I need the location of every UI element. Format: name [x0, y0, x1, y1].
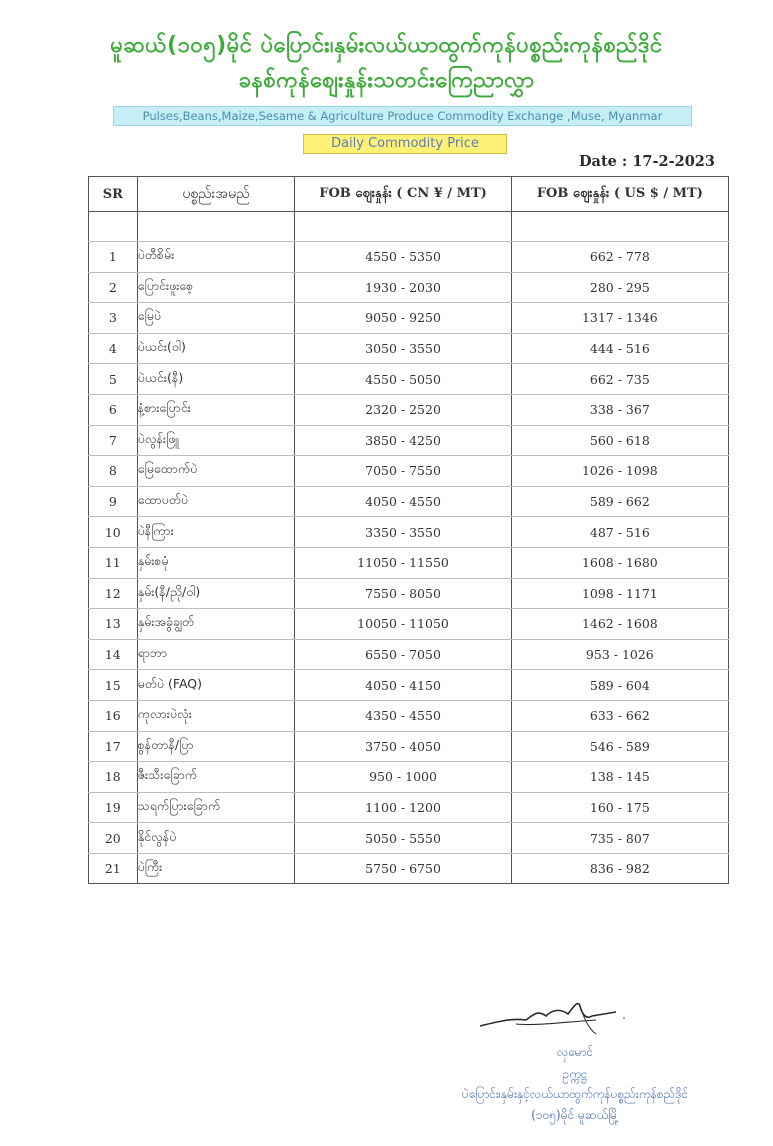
- sr-cell: 13: [89, 609, 138, 640]
- fob-usd-cell: 589 - 604: [511, 670, 728, 701]
- sr-cell: 9: [89, 486, 138, 517]
- fob-usd-cell: 546 - 589: [511, 731, 728, 762]
- fob-usd-cell: 1098 - 1171: [511, 578, 728, 609]
- table-row: [89, 670, 729, 701]
- fob-usd-cell: 138 - 145: [511, 762, 728, 793]
- item-name-cell: ကုလားပဲလုံး: [137, 700, 295, 731]
- item-name-cell: ပဲတီစိမ်း: [137, 242, 295, 273]
- fob-cny-cell: 5750 - 6750: [295, 853, 511, 884]
- sr-cell: 17: [89, 731, 138, 762]
- fob-usd-cell: 1608 - 1680: [511, 547, 728, 578]
- item-name-cell: သရက်ပြားခြောက်: [137, 792, 295, 823]
- fob-usd-cell: 487 - 516: [511, 517, 728, 548]
- fob-cny-cell: 6550 - 7050: [295, 639, 511, 670]
- table-row: [89, 333, 729, 364]
- item-name-cell: ပြောင်းဖူးစေ့: [137, 272, 295, 303]
- table-body: [89, 212, 729, 884]
- sr-cell: 16: [89, 700, 138, 731]
- blank-row: [89, 212, 729, 242]
- blank-cell: [137, 212, 295, 242]
- sr-cell: 19: [89, 792, 138, 823]
- fob-cny-cell: 3750 - 4050: [295, 731, 511, 762]
- table-row: [89, 731, 729, 762]
- item-name-cell: နှမ်း(နီ/ညို/ဝါ): [137, 578, 295, 609]
- fob-cny-cell: 1930 - 2030: [295, 272, 511, 303]
- title-line-2: ခနစ်ကုန်စျေးနှုန်းသတင်းကြေညာလွှာ: [238, 68, 535, 93]
- sr-cell: 11: [89, 547, 138, 578]
- fob-usd-cell: 560 - 618: [511, 425, 728, 456]
- table-row: [89, 303, 729, 334]
- english-title-banner: Pulses,Beans,Maize,Sesame & Agriculture Produce Commodity Exchange ,Muse, Myanmar: [113, 106, 692, 126]
- fob-usd-cell: 280 - 295: [511, 272, 728, 303]
- header-fob-usd: FOB စျေးနှုန်း ( US $ / MT): [511, 177, 728, 212]
- sr-cell: 2: [89, 272, 138, 303]
- item-name-cell: ထောပတ်ပဲ: [137, 486, 295, 517]
- table-row: [89, 609, 729, 640]
- item-name-cell: နှမ်းအခွံချွတ်: [137, 609, 295, 640]
- table-row: [89, 486, 729, 517]
- handwritten-signature: [476, 996, 626, 1036]
- item-name-cell: ပဲနီကြား: [137, 517, 295, 548]
- fob-usd-cell: 1317 - 1346: [511, 303, 728, 334]
- header-fob-cny: FOB စျေးနှုန်း ( CN ¥ / MT): [295, 177, 511, 212]
- sr-cell: 12: [89, 578, 138, 609]
- table-row: [89, 456, 729, 487]
- table-row: [89, 364, 729, 395]
- table-row: [89, 823, 729, 854]
- fob-cny-cell: 1100 - 1200: [295, 792, 511, 823]
- fob-usd-cell: 953 - 1026: [511, 639, 728, 670]
- item-name-cell: နိုင်လွန်ပဲ: [137, 823, 295, 854]
- signatory-role: ဥက္ကဋ္ဌ: [562, 1067, 588, 1081]
- sr-cell: 14: [89, 639, 138, 670]
- fob-cny-cell: 7050 - 7550: [295, 456, 511, 487]
- fob-cny-cell: 4050 - 4150: [295, 670, 511, 701]
- item-name-cell: နံ့စားပြောင်း: [137, 394, 295, 425]
- item-name-cell: ပဲယင်း(ဝါ): [137, 333, 295, 364]
- item-name-cell: မြေထောက်ပဲ: [137, 456, 295, 487]
- fob-cny-cell: 4050 - 4550: [295, 486, 511, 517]
- signatory-organization: ပဲပြောင်း၊နှမ်းနှင့်လယ်ယာထွက်ကုန်ပစ္စည်းကုန်စည်ဒိုင်: [461, 1087, 689, 1101]
- sr-cell: 10: [89, 517, 138, 548]
- fob-usd-cell: 160 - 175: [511, 792, 728, 823]
- fob-usd-cell: 662 - 735: [511, 364, 728, 395]
- daily-commodity-price-label: Daily Commodity Price: [303, 134, 507, 154]
- table-row: [89, 394, 729, 425]
- title-line-1: မူဆယ်(၁၀၅)မိုင် ပဲပြောင်း၊နှမ်းလယ်ယာထွက်ကုန်ပစ္စည်းကုန်စည်ဒိုင်: [110, 33, 663, 58]
- item-name-cell: နှမ်းစမုံ: [137, 547, 295, 578]
- report-date: Date : 17-2-2023: [578, 153, 715, 170]
- commodity-price-table: [88, 176, 729, 884]
- table-header-row: [89, 177, 729, 212]
- blank-cell: [89, 212, 138, 242]
- fob-cny-cell: 4550 - 5350: [295, 242, 511, 273]
- item-name-cell: စွန်တာနီ/ပြာ: [137, 731, 295, 762]
- table-row: [89, 517, 729, 548]
- item-name-cell: ပဲလွန်းဖြူ: [137, 425, 295, 456]
- sr-cell: 6: [89, 394, 138, 425]
- fob-cny-cell: 950 - 1000: [295, 762, 511, 793]
- fob-cny-cell: 3850 - 4250: [295, 425, 511, 456]
- item-name-cell: မြေပဲ: [137, 303, 295, 334]
- fob-cny-cell: 2320 - 2520: [295, 394, 511, 425]
- sr-cell: 18: [89, 762, 138, 793]
- fob-usd-cell: 735 - 807: [511, 823, 728, 854]
- sr-cell: 21: [89, 853, 138, 884]
- header-sr: SR: [89, 177, 138, 212]
- sr-cell: 15: [89, 670, 138, 701]
- fob-cny-cell: 11050 - 11550: [295, 547, 511, 578]
- item-name-cell: ရာဘာ: [137, 639, 295, 670]
- fob-cny-cell: 4550 - 5050: [295, 364, 511, 395]
- fob-cny-cell: 10050 - 11050: [295, 609, 511, 640]
- fob-usd-cell: 633 - 662: [511, 700, 728, 731]
- table-row: [89, 547, 729, 578]
- item-name-cell: ဇီးသီးခြောက်: [137, 762, 295, 793]
- signatory-name: လှမောင်: [556, 1045, 594, 1059]
- table-row: [89, 272, 729, 303]
- fob-cny-cell: 3050 - 3550: [295, 333, 511, 364]
- header-item-name: ပစ္စည်းအမည်: [137, 177, 295, 212]
- sr-cell: 3: [89, 303, 138, 334]
- sr-cell: 1: [89, 242, 138, 273]
- table-row: [89, 853, 729, 884]
- sr-cell: 4: [89, 333, 138, 364]
- fob-cny-cell: 5050 - 5550: [295, 823, 511, 854]
- table-row: [89, 792, 729, 823]
- sr-cell: 5: [89, 364, 138, 395]
- table-row: [89, 762, 729, 793]
- blank-cell: [295, 212, 511, 242]
- item-name-cell: ပဲယင်း(နီ): [137, 364, 295, 395]
- table-row: [89, 425, 729, 456]
- table-row: [89, 242, 729, 273]
- fob-usd-cell: 1462 - 1608: [511, 609, 728, 640]
- fob-usd-cell: 338 - 367: [511, 394, 728, 425]
- item-name-cell: ပဲကြီး: [137, 853, 295, 884]
- table-row: [89, 578, 729, 609]
- fob-usd-cell: 589 - 662: [511, 486, 728, 517]
- signatory-place: (၁၀၅)မိုင် မူဆယ်မြို့: [531, 1108, 619, 1122]
- fob-usd-cell: 662 - 778: [511, 242, 728, 273]
- fob-usd-cell: 444 - 516: [511, 333, 728, 364]
- blank-cell: [511, 212, 728, 242]
- fob-usd-cell: 1026 - 1098: [511, 456, 728, 487]
- fob-cny-cell: 7550 - 8050: [295, 578, 511, 609]
- table-row: [89, 700, 729, 731]
- fob-cny-cell: 4350 - 4550: [295, 700, 511, 731]
- sr-cell: 7: [89, 425, 138, 456]
- sr-cell: 20: [89, 823, 138, 854]
- fob-cny-cell: 9050 - 9250: [295, 303, 511, 334]
- item-name-cell: မတ်ပဲ (FAQ): [137, 670, 295, 701]
- fob-usd-cell: 836 - 982: [511, 853, 728, 884]
- sr-cell: 8: [89, 456, 138, 487]
- fob-cny-cell: 3350 - 3550: [295, 517, 511, 548]
- table-row: [89, 639, 729, 670]
